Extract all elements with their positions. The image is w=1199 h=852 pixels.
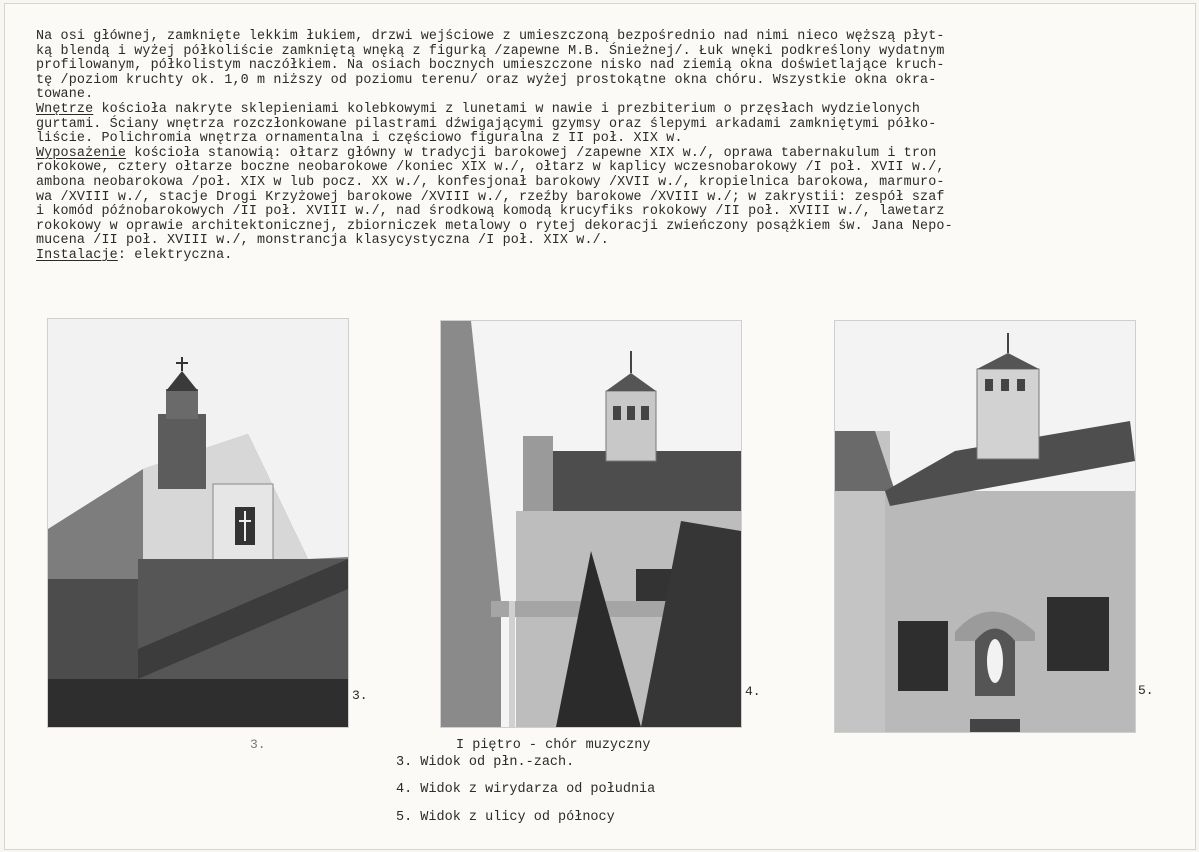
line-text: rokokowe, cztery ołtarze boczne neobarokowe /koniec XIX w./, ołtarz w kaplicy wczesnobarokowy /I poł. XVII w./,: [36, 160, 945, 176]
line-text: rokokowy w oprawie architektonicznej, zbiorniczek metalowy o rytej dekoracji zwieńczony posążkiem św. Jana Nepo-: [36, 218, 953, 234]
text-line: [36, 205, 1186, 220]
line-text: tę /poziom kruchty ok. 1,0 m niższy od poziomu terenu/ oraz wyżej prostokątne okna chóru. Wszystkie okna okra-: [36, 72, 937, 88]
line-text: liście. Polichromia wnętrza ornamentalna i częściowo figuralna z II poł. XIX w.: [36, 131, 683, 147]
line-text: wa /XVIII w./, stacje Drogi Krzyżowej barokowe /XVIII w./, rzeźby barokowe /XVIII w./; w zakrystii: zespół szaf: [36, 189, 945, 205]
line-text: ką blendą i wyżej półkoliście zamkniętą wnęką z figurką /zapewne M.B. Śnieżnej/. Łuk wnęki podkreślony wydatnym: [36, 43, 945, 59]
text-line: [36, 161, 1186, 176]
text-line: [36, 88, 1186, 103]
text-line: [36, 103, 1186, 118]
text-line: [36, 147, 1186, 162]
caption-5: 5. Widok z ulicy od północy: [396, 810, 615, 825]
caption-3: 3. Widok od płn.-zach.: [396, 755, 575, 770]
typed-description: [36, 30, 1186, 264]
photo-view-northwest: [47, 318, 349, 728]
line-text: Na osi głównej, zamknięte lekkim łukiem, drzwi wejściowe z umieszczoną bezpośrednio nad nimi nieco węższą płyt-: [36, 29, 945, 44]
line-text: i komód późnobarokowych /II poł. XVIII w./, nad środkową komodą krucyfiks rokokowy /II poł. XVIII w./, lawetarz: [36, 204, 945, 220]
text-line: [36, 249, 1186, 264]
photo-view-street-north: [834, 320, 1136, 733]
text-line: [36, 74, 1186, 89]
text-line: [36, 191, 1186, 206]
line-text: profilowanym, półkolistym naczółkiem. Na osiach bocznych umieszczone nisko nad ziemią okna doświetlające kruch-: [36, 58, 945, 74]
line-text: kościoła nakryte sklepieniami kolebkowymi z lunetami w nawie i prezbiterium o przęsłach wydzielonych: [93, 101, 921, 117]
text-line: [36, 176, 1186, 191]
line-text: mucena /II poł. XVIII w./, monstrancja klasycystyczna /I poł. XIX w./.: [36, 233, 609, 249]
caption-4: 4. Widok z wirydarza od południa: [396, 782, 656, 797]
text-line: [36, 45, 1186, 60]
text-line: [36, 118, 1186, 133]
line-text: gurtami. Ściany wnętrza rozczłonkowane pilastrami dźwigającymi gzymsy oraz ślepymi arkadami zamkniętymi półko-: [36, 116, 937, 132]
text-line: [36, 234, 1186, 249]
line-text: kościoła stanowią: ołtarz główny w tradycji barokowej /zapewne XIX w./, oprawa tabernakulum i tron: [126, 145, 937, 161]
section-heading: Wnętrze: [36, 101, 94, 117]
photo-handwritten-number-3: 3.: [250, 737, 266, 752]
line-text: towane.: [36, 87, 94, 103]
caption-title: I piętro - chór muzyczny: [456, 738, 651, 753]
section-heading: Instalacje: [36, 247, 118, 263]
photo-number-5: 5.: [1138, 683, 1154, 698]
text-line: [36, 30, 1186, 45]
section-heading: Wyposażenie: [36, 145, 127, 161]
line-text: ambona neobarokowa /poł. XIX w lub pocz. XX w./, konfesjonał barokowy /XVII w./, kropielnica barokowa, marmuro-: [36, 174, 945, 190]
text-line: [36, 132, 1186, 147]
photo-view-cloister-south: [440, 320, 742, 728]
text-line: [36, 59, 1186, 74]
photo-number-3: 3.: [352, 688, 368, 703]
line-text: : elektryczna.: [117, 247, 233, 263]
text-line: [36, 220, 1186, 235]
photo-number-4: 4.: [745, 684, 761, 699]
